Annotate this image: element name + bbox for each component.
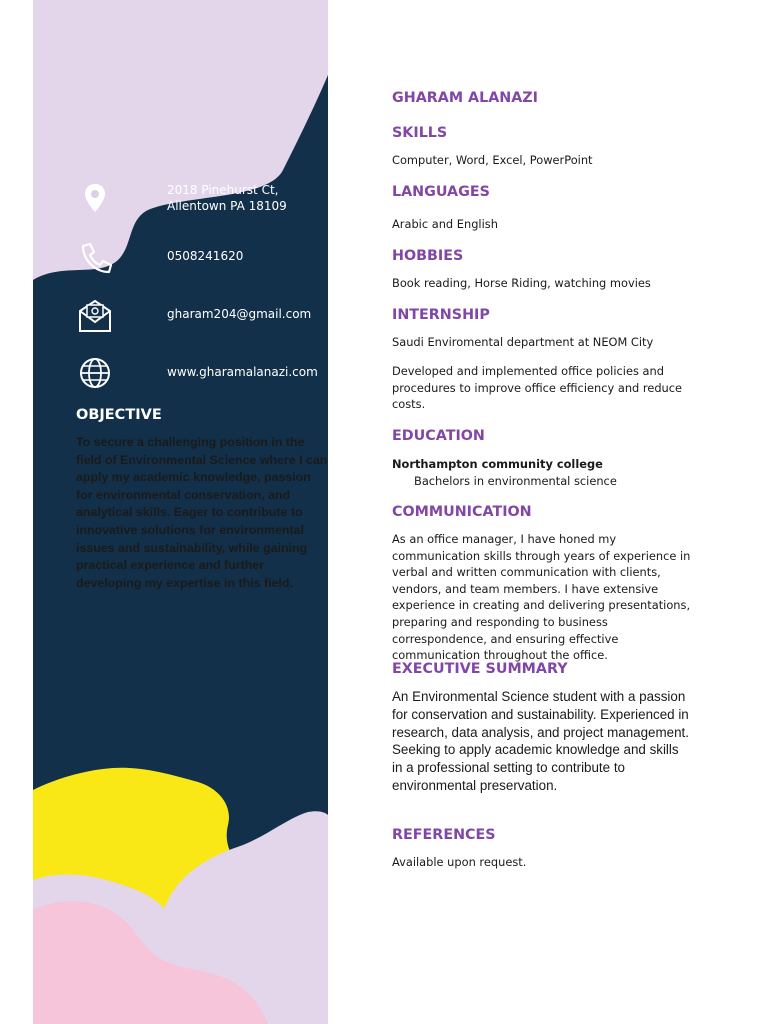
communication-heading: COMMUNICATION — [392, 504, 532, 520]
education-heading: EDUCATION — [392, 428, 485, 444]
candidate-name: GHARAM ALANAZI — [392, 90, 538, 106]
communication-text: As an office manager, I have honed my communication skills through years of experience in verbal and written communication with clients, vendors, and team members. I have extensive experience in creating and delivering presentations, preparing and responding to business correspondence, and ensuring effective communication throughout the office. — [392, 532, 691, 663]
objective-text: To secure a challenging position in the field of Environmental Science where I can apply my academic knowledge, passion for environmental conservation, and analytical skills. Eager to contribute to innovative solutions for environmental issues and sustainability, while gaining practical experience and further developing my expertise in this field. — [76, 435, 328, 590]
skills-text: Computer, Word, Excel, PowerPoint — [392, 153, 593, 167]
email-icon — [75, 296, 115, 336]
contact-website-row — [75, 353, 327, 393]
languages-heading: LANGUAGES — [392, 184, 490, 200]
contact-phone-row — [75, 238, 327, 278]
phone-icon — [75, 238, 115, 278]
location-pin-icon — [75, 178, 115, 218]
contact-address-row — [75, 178, 327, 218]
education-degree: Bachelors in environmental science — [414, 474, 617, 488]
contact-phone: 0508241620 — [167, 249, 244, 263]
contact-address: 2018 Pinehurst Ct, Allentown PA 18109 — [167, 183, 287, 213]
executive-summary-text: An Environmental Science student with a passion for conservation and sustainability. Experienced in research, data analysis, and project management. Seeking to apply academic knowledge and skills in a professional setting to contribute to environmental preservation. — [392, 689, 689, 793]
internship-description: Developed and implemented office policies and procedures to improve office efficiency and reduce costs. — [392, 364, 683, 412]
internship-place: Saudi Enviromental department at NEOM City — [392, 335, 654, 349]
education-school: Northampton community college — [392, 457, 603, 471]
contact-email-row — [75, 296, 327, 336]
skills-heading: SKILLS — [392, 125, 448, 141]
contact-website[interactable]: www.gharamalanazi.com — [167, 365, 318, 379]
references-text: Available upon request. — [392, 855, 527, 869]
globe-icon — [75, 353, 115, 393]
executive-summary-heading: EXECUTIVE SUMMARY — [392, 661, 568, 677]
internship-heading: INTERNSHIP — [392, 307, 490, 323]
languages-text: Arabic and English — [392, 217, 498, 231]
objective-heading: OBJECTIVE — [76, 407, 162, 423]
hobbies-heading: HOBBIES — [392, 248, 464, 264]
hobbies-text: Book reading, Horse Riding, watching movies — [392, 276, 651, 290]
contact-email[interactable]: gharam204@gmail.com — [167, 307, 312, 321]
references-heading: REFERENCES — [392, 827, 496, 843]
